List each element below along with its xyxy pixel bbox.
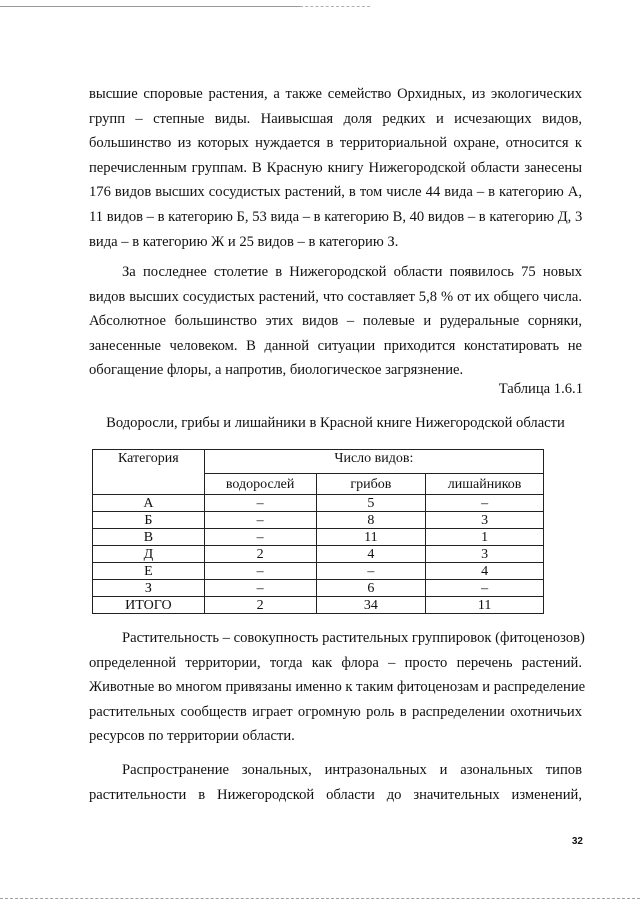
table-label: Таблица 1.6.1: [498, 381, 583, 397]
cell-lichens: 3: [426, 512, 544, 529]
text-line: видов высших сосудистых растений, что составляет 5,8 % от их общего числа.: [89, 288, 582, 305]
scan-artifact-top-dashed: [300, 6, 370, 8]
cell-algae: –: [204, 580, 316, 597]
cell-total-lichens: 11: [426, 597, 544, 614]
cell-category: Е: [93, 563, 205, 580]
text-line: высшие споровые растения, а также семейство Орхидных, из экологических: [89, 86, 582, 102]
cell-category: В: [93, 529, 205, 546]
scan-artifact-top: [0, 6, 300, 7]
text-line: определенной территории, тогда как флора – просто перечень растений.: [89, 654, 582, 671]
cell-category: А: [93, 495, 205, 512]
table-row: [93, 512, 544, 529]
table-row: [93, 546, 544, 563]
text-line: Распространение зональных, интразональных и азональных типов: [122, 762, 582, 778]
header-algae: водорослей: [204, 474, 316, 495]
cell-lichens: 1: [426, 529, 544, 546]
text-line: 11 видов – в категорию Б, 53 вида – в категорию В, 40 видов – в категорию Д, 3: [89, 208, 583, 225]
text-line: ресурсов по территории области.: [89, 728, 295, 745]
red-book-table: [92, 449, 544, 614]
paragraph-4: [89, 758, 582, 807]
table-row: [93, 580, 544, 597]
page-number: 32: [571, 836, 583, 847]
paragraph-3: [89, 626, 586, 749]
cell-fungi: 11: [316, 529, 426, 546]
text-line: перечисленным группам. В Красную книгу Нижегородской области занесены: [89, 159, 582, 176]
paragraph-1: [89, 82, 582, 254]
cell-lichens: 3: [426, 546, 544, 563]
text-line: обогащение флоры, а напротив, биологическое загрязнение.: [89, 362, 464, 379]
paragraph-2: [89, 260, 582, 383]
text-line: Абсолютное большинство этих видов – полевые и рудеральные сорняки,: [89, 313, 582, 330]
cell-algae: 2: [204, 546, 316, 563]
table-title: Водоросли, грибы и лишайники в Красной книге Нижегородской области: [106, 415, 565, 431]
text-line: 176 видов высших сосудистых растений, в том числе 44 вида – в категорию А,: [89, 184, 582, 201]
text-line: групп – степные виды. Наивысшая доля редких и исчезающих видов,: [89, 110, 582, 127]
cell-fungi: –: [316, 563, 426, 580]
cell-total-fungi: 34: [316, 597, 426, 614]
table-total-row: [93, 597, 544, 614]
text-line: Растительность – совокупность растительных группировок (фитоценозов): [122, 630, 585, 646]
cell-algae: –: [204, 495, 316, 512]
cell-lichens: 4: [426, 563, 544, 580]
cell-category: Б: [93, 512, 205, 529]
cell-fungi: 5: [316, 495, 426, 512]
table-row: [93, 495, 544, 512]
table-row: [93, 529, 544, 546]
cell-lichens: –: [426, 580, 544, 597]
text-line: вида – в категорию Ж и 25 видов – в категорию З.: [89, 233, 399, 250]
cell-total-label: ИТОГО: [93, 597, 205, 614]
text-line: Животные во многом привязаны именно к таким фитоценозам и распределение: [89, 679, 586, 696]
text-line: растительных сообществ играет огромную роль в распределении охотничьих: [89, 703, 582, 720]
cell-category: З: [93, 580, 205, 597]
cell-fungi: 8: [316, 512, 426, 529]
cell-algae: –: [204, 529, 316, 546]
cell-algae: –: [204, 512, 316, 529]
cell-fungi: 6: [316, 580, 426, 597]
text-line: большинство из которых нуждается в территориальной охране, относится к: [89, 135, 582, 152]
header-lichens: лишайников: [426, 474, 544, 495]
header-fungi: грибов: [316, 474, 426, 495]
text-line: За последнее столетие в Нижегородской области появилось 75 новых: [122, 264, 582, 280]
header-category: Категория: [93, 450, 205, 495]
table-row: [93, 563, 544, 580]
cell-category: Д: [93, 546, 205, 563]
cell-total-algae: 2: [204, 597, 316, 614]
cell-lichens: –: [426, 495, 544, 512]
text-line: растительности в Нижегородской области до значительных изменений,: [89, 786, 582, 803]
scan-artifact-bottom: [0, 898, 640, 900]
cell-fungi: 4: [316, 546, 426, 563]
header-species-count: Число видов:: [204, 450, 543, 474]
text-line: занесенные человеком. В данной ситуации приходится констатировать не: [89, 337, 582, 354]
cell-algae: –: [204, 563, 316, 580]
